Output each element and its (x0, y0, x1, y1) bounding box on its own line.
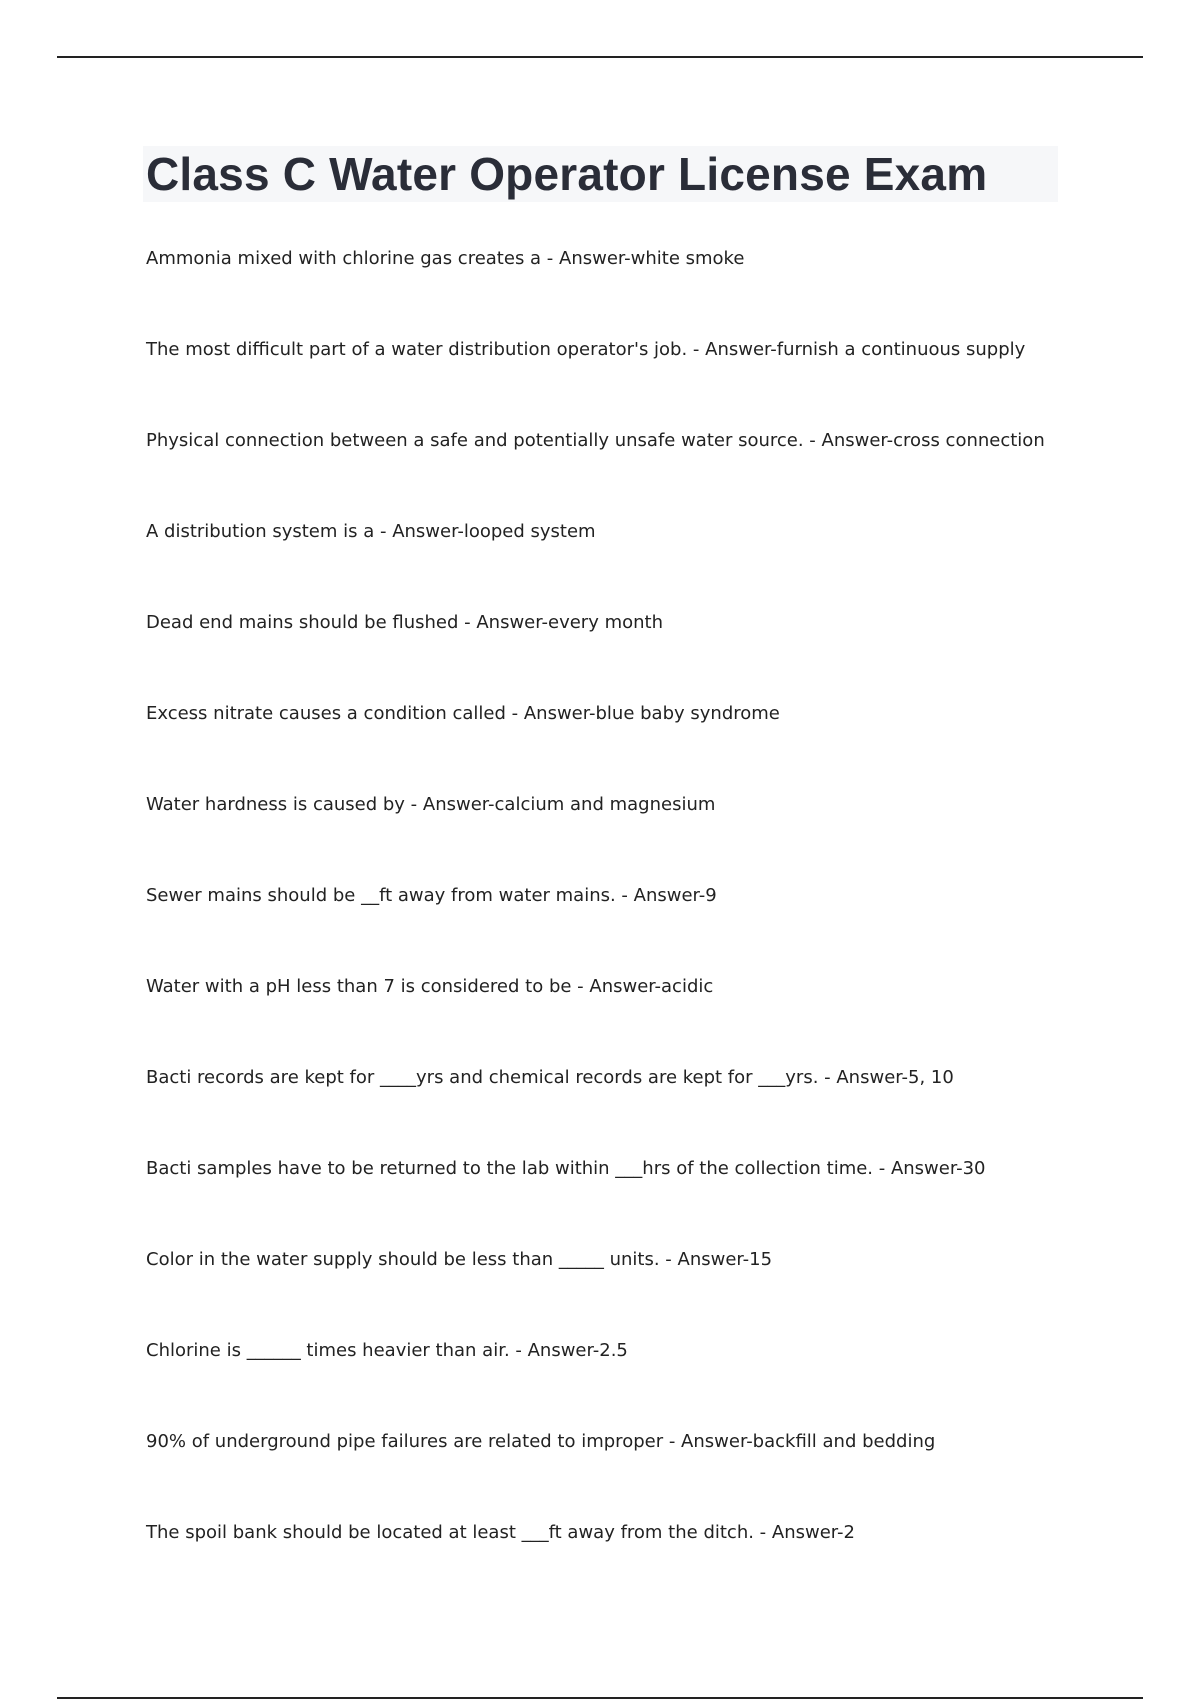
bottom-divider (57, 1697, 1143, 1699)
qa-list (146, 243, 1146, 1608)
qa-item: The spoil bank should be located at least ___ft away from the ditch. - Answer-2 (146, 1522, 855, 1543)
qa-item: Water hardness is caused by - Answer-calcium and magnesium (146, 794, 716, 815)
qa-item: Physical connection between a safe and potentially unsafe water source. - Answer-cross connection (146, 430, 1045, 451)
qa-item: A distribution system is a - Answer-looped system (146, 521, 596, 542)
qa-item: Chlorine is ______ times heavier than air. - Answer-2.5 (146, 1340, 628, 1361)
qa-item: Bacti records are kept for ____yrs and chemical records are kept for ___yrs. - Answer-5, 10 (146, 1067, 954, 1088)
qa-item: The most difficult part of a water distribution operator's job. - Answer-furnish a continuous supply (146, 339, 1026, 360)
page-title: Class C Water Operator License Exam (146, 148, 988, 200)
qa-item: Excess nitrate causes a condition called - Answer-blue baby syndrome (146, 703, 780, 724)
qa-item: Dead end mains should be flushed - Answer-every month (146, 612, 663, 633)
qa-item: Color in the water supply should be less than _____ units. - Answer-15 (146, 1249, 773, 1270)
top-divider (57, 56, 1143, 58)
qa-item: Bacti samples have to be returned to the lab within ___hrs of the collection time. - Answer-30 (146, 1158, 986, 1179)
qa-item: 90% of underground pipe failures are related to improper - Answer-backfill and bedding (146, 1431, 936, 1452)
qa-item: Water with a pH less than 7 is considered to be - Answer-acidic (146, 976, 714, 997)
qa-item: Sewer mains should be __ft away from water mains. - Answer-9 (146, 885, 717, 906)
qa-item: Ammonia mixed with chlorine gas creates a - Answer-white smoke (146, 248, 745, 269)
